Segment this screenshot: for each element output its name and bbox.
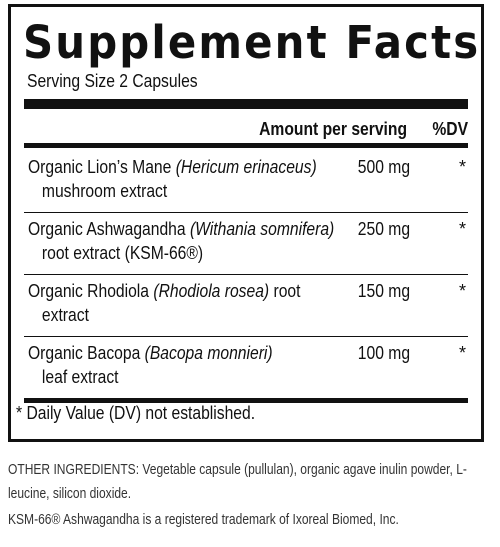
thick-divider	[24, 99, 468, 109]
amount-per-serving-header: Amount per serving	[259, 119, 407, 139]
ingredient-name: Organic Rhodiola (Rhodiola rosea) root extract	[28, 281, 301, 325]
ingredient-amount: 100 mg	[357, 343, 410, 363]
panel-title: Supplement Facts	[23, 16, 481, 69]
trademark-notice: KSM-66® Ashwagandha is a registered trademark of Ixoreal Biomed, Inc.	[8, 512, 399, 528]
other-ingredients: OTHER INGREDIENTS: Vegetable capsule (pullulan), organic agave inulin powder, L-leucine, silicon dioxide.	[8, 462, 467, 502]
supplement-facts-panel	[8, 4, 484, 442]
ingredient-amount: 250 mg	[357, 219, 410, 239]
ingredient-name: Organic Bacopa (Bacopa monnieri) leaf extract	[28, 343, 273, 387]
ingredient-row	[24, 275, 468, 337]
serving-size: Serving Size 2 Capsules	[27, 71, 198, 91]
latin-name: (Hericum erinaceus)	[175, 157, 317, 177]
ingredient-row	[24, 213, 468, 275]
latin-name: (Bacopa monnieri)	[144, 343, 273, 363]
ingredient-name: Organic Ashwagandha (Withania somnifera) root extract (KSM-66®)	[28, 219, 335, 263]
ingredient-dv: *	[458, 157, 466, 177]
ingredient-name: Organic Lion’s Mane (Hericum erinaceus) mushroom extract	[28, 157, 317, 201]
dv-footnote: * Daily Value (DV) not established.	[16, 403, 256, 423]
latin-name: (Rhodiola rosea)	[153, 281, 270, 301]
ingredient-row	[24, 151, 468, 213]
ingredient-dv: *	[458, 219, 466, 239]
header-divider	[24, 143, 468, 148]
latin-name: (Withania somnifera)	[189, 219, 335, 239]
ingredient-dv: *	[458, 281, 466, 301]
ingredient-amount: 500 mg	[357, 157, 410, 177]
ingredient-dv: *	[458, 343, 466, 363]
daily-value-header: %DV	[432, 119, 468, 139]
ingredient-row	[24, 337, 468, 399]
ingredient-amount: 150 mg	[357, 281, 410, 301]
